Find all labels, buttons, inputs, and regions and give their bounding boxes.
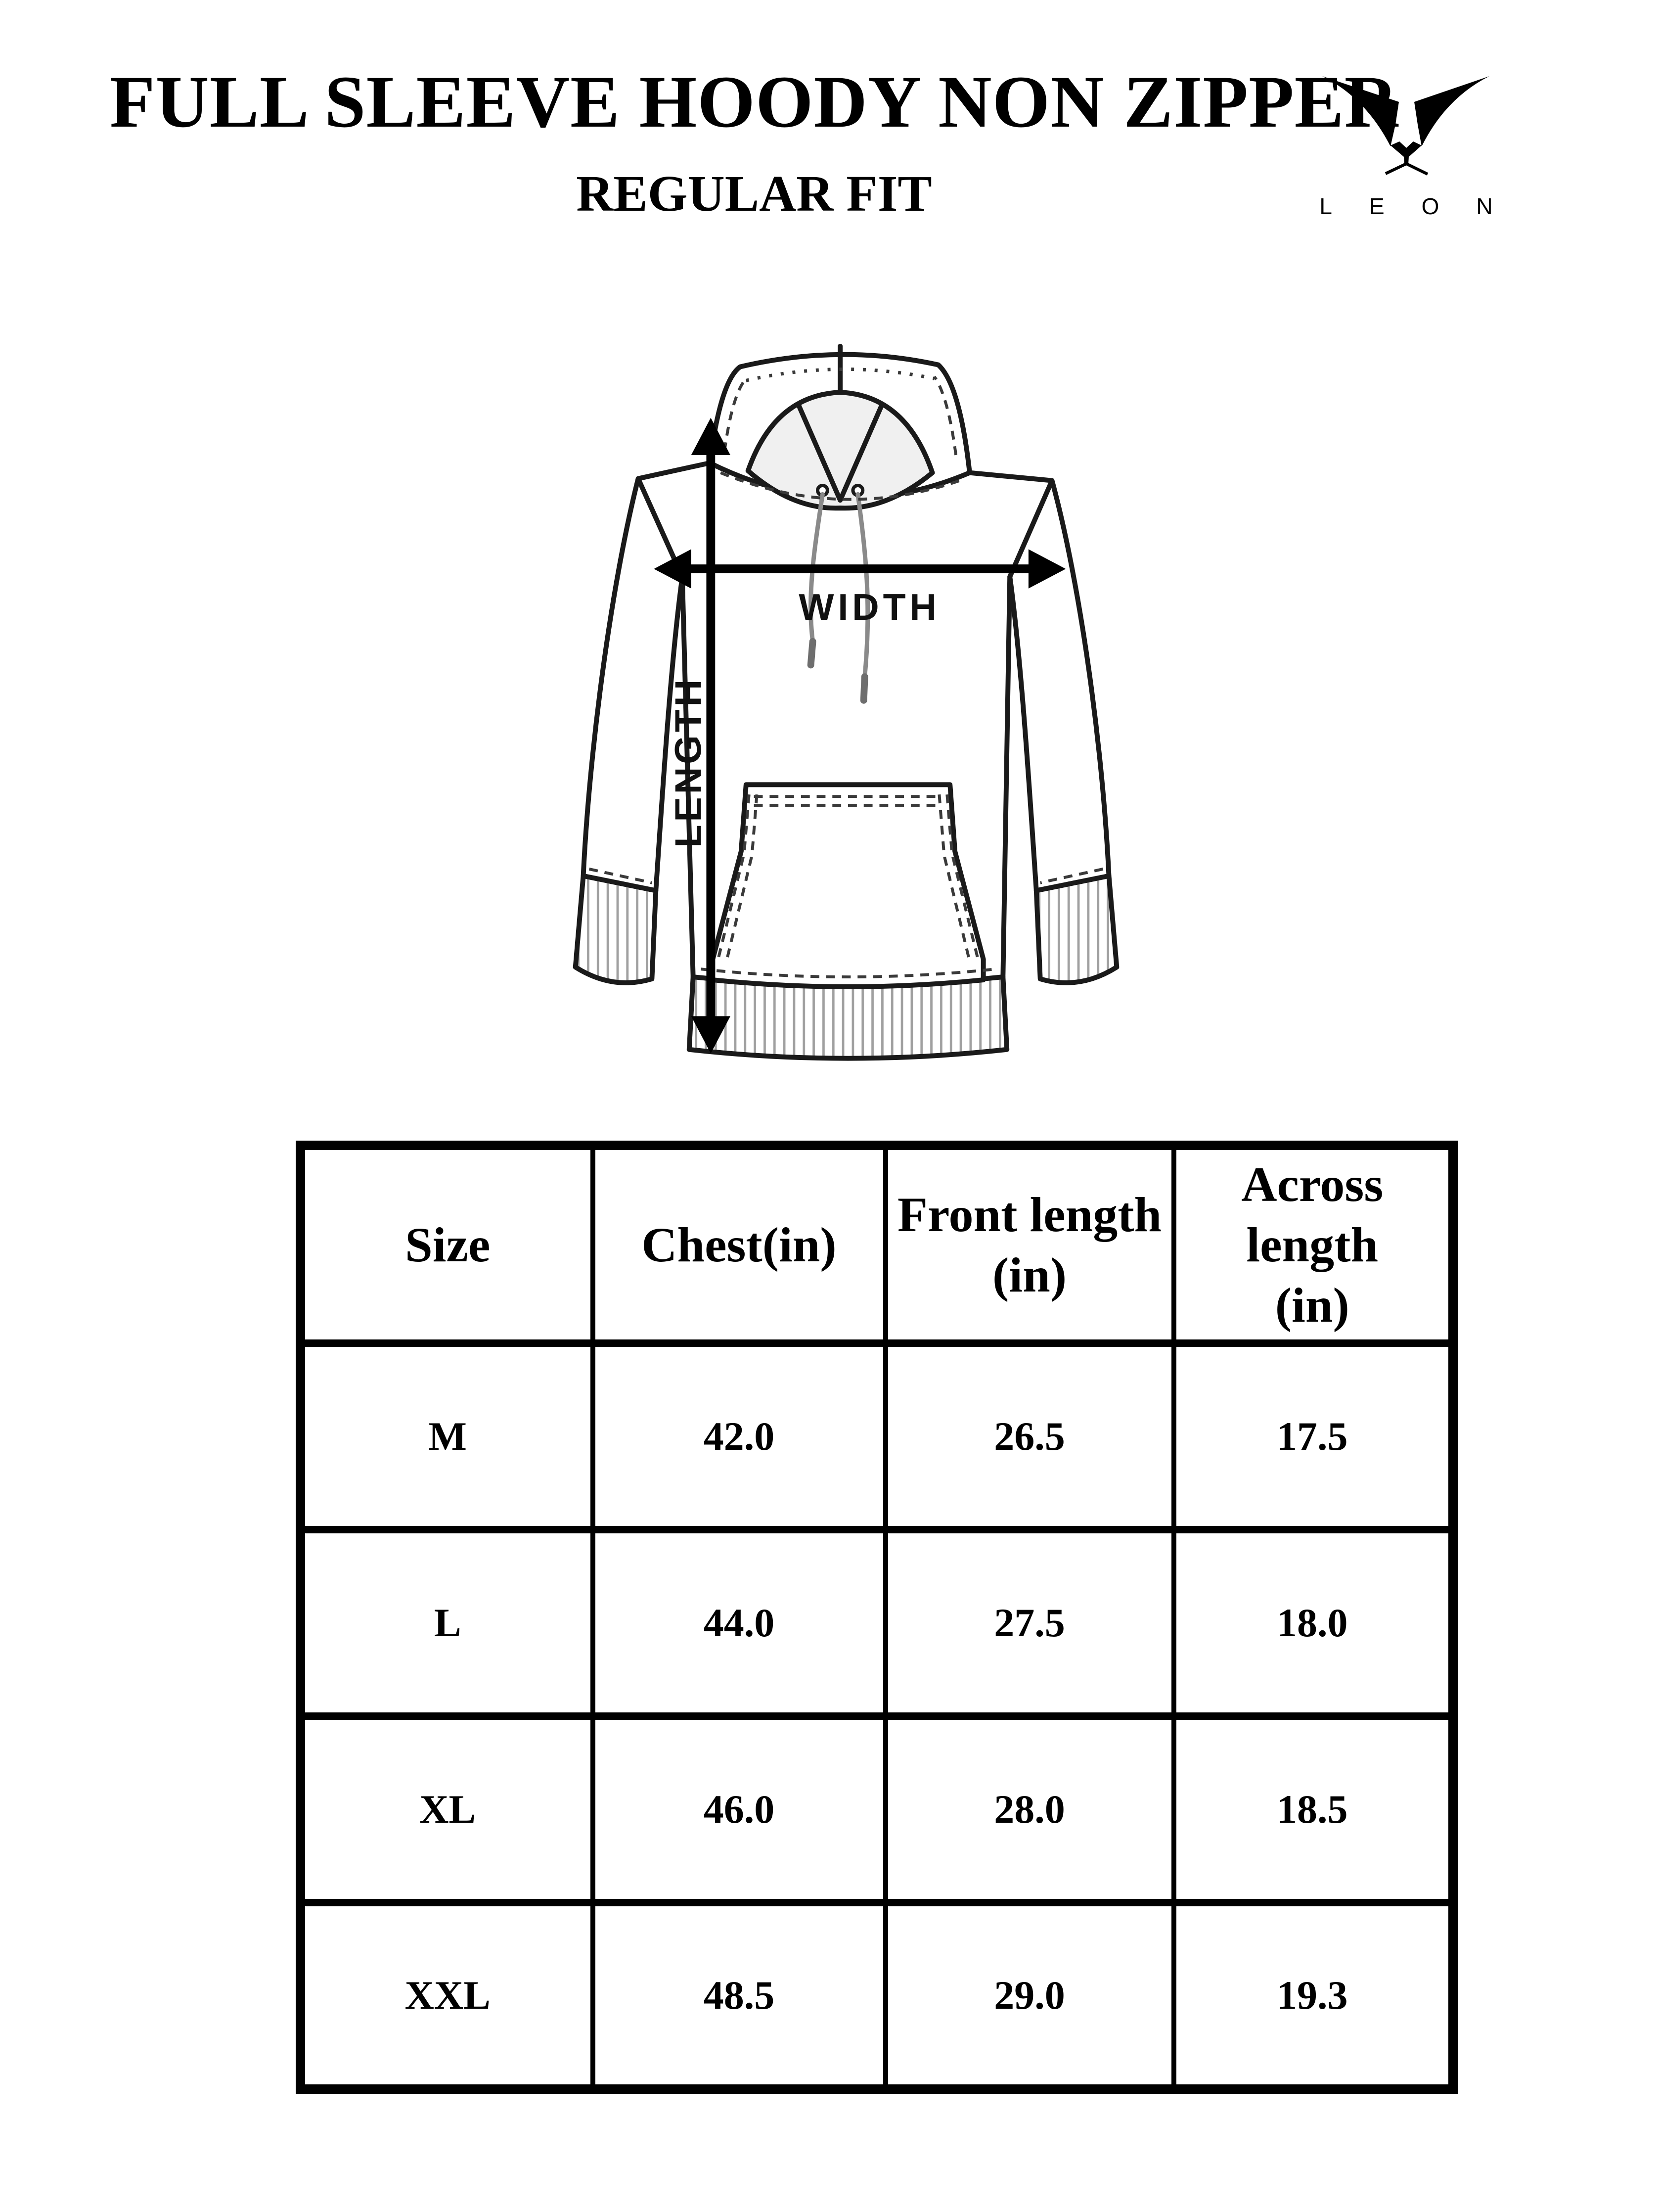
- chest-value: 46.0: [593, 1716, 886, 1903]
- size-value: XXL: [301, 1903, 593, 2089]
- size-chart-section: [296, 1141, 1458, 2094]
- size-chart-table: [296, 1141, 1458, 2094]
- column-header-chest: Chest(in): [593, 1146, 886, 1343]
- table-row-l: [301, 1530, 1453, 1716]
- across-length-value: 17.5: [1174, 1343, 1453, 1530]
- chest-value: 48.5: [593, 1903, 886, 2089]
- front-length-value: 27.5: [886, 1530, 1174, 1716]
- column-header-across-length: Across length (in): [1174, 1146, 1453, 1343]
- table-row-m: [301, 1343, 1453, 1530]
- chest-value: 44.0: [593, 1530, 886, 1716]
- lion-logo-icon: [1321, 67, 1539, 230]
- brand-wordmark: LEON: [1321, 193, 1530, 219]
- column-header-front-length: Front length (in): [886, 1146, 1174, 1343]
- width-label: WIDTH: [799, 586, 941, 628]
- hoodie-technical-drawing: [554, 341, 1142, 1097]
- page-title: FULL SLEEVE HOODY NON ZIPPER: [109, 61, 1399, 143]
- across-length-value: 18.5: [1174, 1716, 1453, 1903]
- size-value: L: [301, 1530, 593, 1716]
- table-row-xl: [301, 1716, 1453, 1903]
- table-row-xxl: [301, 1903, 1453, 2089]
- column-header-size: Size: [301, 1146, 593, 1343]
- drawstrings: [810, 494, 867, 677]
- title-block: [0, 63, 1508, 223]
- width-arrow: [654, 549, 1066, 588]
- front-length-value: 29.0: [886, 1903, 1174, 2089]
- across-length-value: 18.0: [1174, 1530, 1453, 1716]
- size-value: XL: [301, 1716, 593, 1903]
- front-length-value: 28.0: [886, 1716, 1174, 1903]
- chest-value: 42.0: [593, 1343, 886, 1530]
- page-subtitle: REGULAR FIT: [576, 165, 932, 222]
- length-label: LENGTH: [667, 677, 709, 848]
- across-length-value: 19.3: [1174, 1903, 1453, 2089]
- brand-logo: [1321, 67, 1539, 230]
- size-value: M: [301, 1343, 593, 1530]
- header-row: [301, 1146, 1453, 1343]
- hoodie-diagram: [554, 341, 1142, 1097]
- front-length-value: 26.5: [886, 1343, 1174, 1530]
